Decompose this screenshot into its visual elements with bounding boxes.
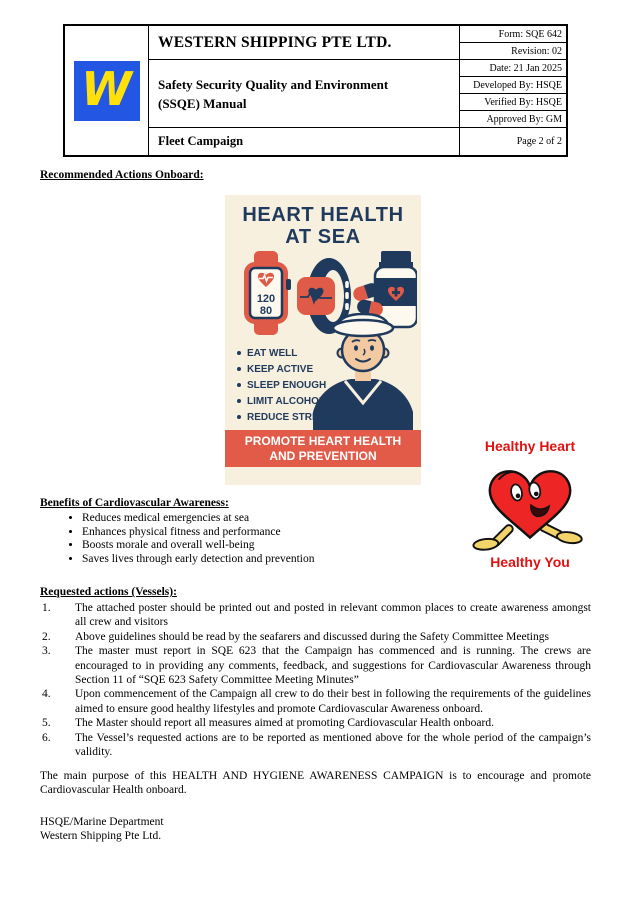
company-logo	[74, 61, 140, 121]
logo-w-glyph: W	[81, 61, 132, 116]
watch-diastolic-value: 80	[259, 305, 273, 317]
bullet-dot-icon	[237, 351, 241, 355]
benefit-item: • Boosts morale and overall well-being	[82, 539, 500, 553]
requested-actions-section	[40, 586, 591, 759]
meta-developed-by: Developed By: HSQE	[460, 77, 566, 94]
requested-actions-list	[40, 601, 591, 759]
smartwatch-icon	[241, 251, 291, 335]
poster-title	[225, 204, 421, 248]
manual-title-line1: Safety Security Quality and Environment	[158, 76, 389, 92]
bullet-dot-icon	[237, 383, 241, 387]
heart-health-poster	[225, 195, 421, 485]
poster-guideline	[237, 361, 332, 377]
bullet-dot-icon	[237, 415, 241, 419]
company-name: WESTERN SHIPPING PTE LTD.	[149, 26, 460, 60]
requested-action-item: The attached poster should be printed out and posted in relevant common places to create awareness amongst all crew and visitors	[75, 602, 591, 629]
requested-action-item: Above guidelines should be read by the seafarers and discussed during the Safety Committee Meetings	[75, 630, 549, 643]
benefits-list	[40, 512, 500, 566]
benefits-heading: Benefits of Cardiovascular Awareness:	[40, 497, 229, 509]
poster-guideline-label: EAT WELL	[247, 347, 298, 359]
meta-verified-by: Verified By: HSQE	[460, 94, 566, 111]
meta-revision: Revision: 02	[460, 43, 566, 60]
signoff-department: HSQE/Marine Department	[40, 816, 164, 828]
requested-action-item: The master must report in SQE 623 that the Campaign has commenced and is running. The crews are encouraged to in providing any comments, feedback, and suggestions for Cardiovascular Awareness through Section 11 of “SQE 623 Safety Committee Meeting Minutes”	[75, 645, 591, 687]
poster-guideline	[237, 377, 332, 393]
signoff-block	[40, 815, 164, 844]
page-number: Page 2 of 2	[516, 136, 562, 147]
section-title: Fleet Campaign	[149, 128, 460, 155]
poster-guideline-label: LIMIT ALCOHOL	[247, 395, 325, 407]
document-header-table	[63, 24, 568, 157]
requested-action-item: Upon commencement of the Campaign all crew to do their best in following the requirements of the guidelines aimed to ensure good healthy lifestyles and promote Cardiovascular Awareness onboard.	[75, 688, 591, 715]
bullet-dot-icon	[237, 399, 241, 403]
meta-approved-by: Approved By: GM	[460, 111, 566, 128]
poster-guideline	[237, 393, 332, 409]
poster-guideline-label: REDUCE STRESS	[247, 411, 333, 423]
requested-actions-heading: Requested actions (Vessels):	[40, 586, 177, 598]
watch-systolic-value: 120	[256, 293, 276, 305]
manual-title	[149, 60, 460, 128]
purpose-paragraph: The main purpose of this HEALTH AND HYGIENE AWARENESS CAMPAIGN is to encourage and promote Cardiovascular Health onboard.	[40, 770, 591, 797]
poster-banner-line1: PROMOTE HEART HEALTH	[244, 434, 402, 448]
poster-banner-line2: AND PREVENTION	[269, 448, 377, 463]
poster-title-line1: HEART HEALTH	[242, 204, 404, 226]
mascot-bottom-label: Healthy You	[490, 554, 570, 570]
meta-date: Date: 21 Jan 2025	[460, 60, 566, 77]
recommended-actions-heading: Recommended Actions Onboard:	[40, 169, 204, 181]
poster-banner	[225, 430, 421, 467]
poster-guideline	[237, 409, 332, 425]
manual-title-line2: (SSQE) Manual	[158, 95, 247, 111]
requested-action-item: The Vessel’s requested actions are to be reported as mentioned above for the whole period of the campaign’s validity.	[75, 731, 591, 759]
benefit-item: • Saves lives through early detection and prevention	[82, 553, 500, 567]
poster-title-line2: AT SEA	[285, 226, 361, 248]
company-logo-cell	[65, 26, 149, 155]
poster-guideline	[237, 345, 332, 361]
poster-guideline-label: KEEP ACTIVE	[247, 363, 314, 375]
meta-form: Form: SQE 642	[460, 26, 566, 43]
mascot-top-label: Healthy Heart	[484, 438, 576, 454]
benefits-section	[40, 497, 500, 566]
requested-action-item: The Master should report all measures aimed at promoting Cardiovascular Health onboard.	[75, 717, 494, 730]
bullet-dot-icon	[237, 367, 241, 371]
poster-guidelines-list	[237, 345, 332, 425]
signoff-company: Western Shipping Pte Ltd.	[40, 830, 162, 843]
benefit-item: • Enhances physical fitness and performance	[82, 526, 500, 540]
poster-guideline-label: SLEEP ENOUGH	[247, 379, 327, 391]
benefit-item: • Reduces medical emergencies at sea	[82, 512, 500, 526]
